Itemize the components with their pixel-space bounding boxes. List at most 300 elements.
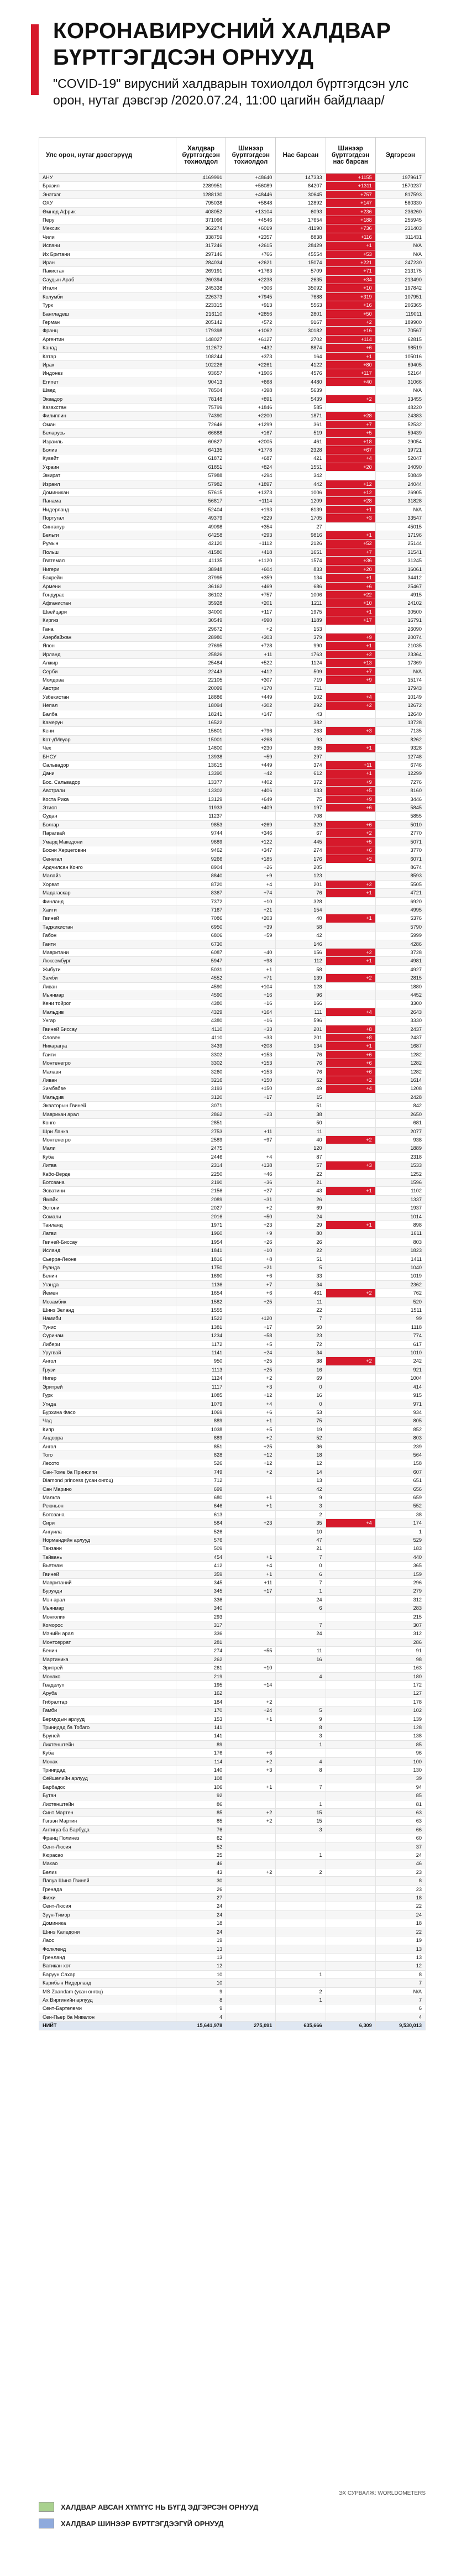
cell-new-deaths: +1 bbox=[326, 914, 375, 923]
cell-country: Судан bbox=[39, 812, 176, 820]
cell-cases: 86 bbox=[176, 1800, 226, 1808]
cell-recovered: 1 bbox=[375, 1527, 425, 1536]
cell-new-cases: +294 bbox=[226, 472, 276, 480]
cell-new-deaths: +2 bbox=[326, 829, 375, 837]
cell-cases: 3120 bbox=[176, 1093, 226, 1101]
cell-deaths: 28429 bbox=[276, 242, 326, 250]
cell-new-deaths bbox=[326, 719, 375, 727]
cell-cases: 3193 bbox=[176, 1085, 226, 1093]
cell-new-cases: +1 bbox=[226, 965, 276, 973]
cell-new-deaths bbox=[326, 1195, 375, 1203]
table-row bbox=[39, 1621, 426, 1630]
cell-new-deaths bbox=[326, 1442, 375, 1451]
cell-cases: 6087 bbox=[176, 948, 226, 956]
cell-new-deaths bbox=[326, 1664, 375, 1672]
table-row bbox=[39, 1604, 426, 1612]
cell-country: Гвиней bbox=[39, 914, 176, 923]
cell-recovered: 311431 bbox=[375, 233, 425, 241]
cell-new-deaths bbox=[326, 1595, 375, 1604]
cell-country: Португал bbox=[39, 514, 176, 522]
cell-country: Гана bbox=[39, 625, 176, 633]
cell-recovered: 15174 bbox=[375, 676, 425, 684]
cell-cases: 162 bbox=[176, 1689, 226, 1698]
cell-country: Барбадос bbox=[39, 1783, 176, 1791]
cell-country: Бурхина Фасо bbox=[39, 1408, 176, 1416]
cell-new-cases: +104 bbox=[226, 982, 276, 991]
cell-country: Ботсвана bbox=[39, 1510, 176, 1519]
cell-recovered: 119011 bbox=[375, 310, 425, 318]
cell-country: Мальдив bbox=[39, 1093, 176, 1101]
green-swatch bbox=[39, 2502, 54, 2512]
cell-cases: 195 bbox=[176, 1680, 226, 1689]
cell-new-cases: +36 bbox=[226, 1178, 276, 1186]
cell-cases: 14800 bbox=[176, 744, 226, 752]
cell-new-deaths bbox=[326, 1647, 375, 1655]
cell-country: Кувейт bbox=[39, 454, 176, 463]
cell-new-deaths: +7 bbox=[326, 548, 375, 556]
cell-new-deaths bbox=[326, 1774, 375, 1783]
cell-deaths: 2 bbox=[276, 1987, 326, 1996]
cell-cases: 412 bbox=[176, 1562, 226, 1570]
cell-country: Мьянмар bbox=[39, 1604, 176, 1612]
cell-country: Гурк bbox=[39, 1391, 176, 1400]
cell-cases: 5031 bbox=[176, 965, 226, 973]
cell-cases: 22443 bbox=[176, 667, 226, 676]
table-row bbox=[39, 1315, 426, 1323]
cell-new-deaths bbox=[326, 1860, 375, 1868]
cell-new-cases: +347 bbox=[226, 846, 276, 855]
cell-new-deaths: +116 bbox=[326, 233, 375, 241]
cell-new-deaths bbox=[326, 1204, 375, 1212]
cell-country: Грузи bbox=[39, 1365, 176, 1374]
cell-cases: 1038 bbox=[176, 1425, 226, 1433]
cell-deaths: 146 bbox=[276, 940, 326, 948]
cell-new-deaths bbox=[326, 752, 375, 761]
cell-recovered: 1687 bbox=[375, 1042, 425, 1050]
cell-new-cases: +522 bbox=[226, 659, 276, 667]
cell-country: Монтенегро bbox=[39, 1135, 176, 1144]
cell-new-cases: +27 bbox=[226, 1187, 276, 1195]
table-row bbox=[39, 1434, 426, 1442]
cell-country: Австрали bbox=[39, 787, 176, 795]
cell-cases: 112672 bbox=[176, 344, 226, 352]
cell-new-deaths bbox=[326, 1502, 375, 1510]
cell-new-deaths: +2 bbox=[326, 855, 375, 863]
table-row bbox=[39, 999, 426, 1008]
cell-cases: 297146 bbox=[176, 250, 226, 258]
cell-cases: 184 bbox=[176, 1698, 226, 1706]
cell-country: Гондурас bbox=[39, 590, 176, 599]
cell-new-deaths: +80 bbox=[326, 360, 375, 369]
cell-recovered: 45015 bbox=[375, 522, 425, 531]
cell-new-deaths: +28 bbox=[326, 497, 375, 505]
cell-deaths: 19 bbox=[276, 1425, 326, 1433]
cell-new-cases: +1763 bbox=[226, 267, 276, 275]
cell-country: Израил bbox=[39, 480, 176, 488]
cell-country: Аруба bbox=[39, 1689, 176, 1698]
cell-new-cases bbox=[226, 1979, 276, 1987]
cell-recovered: 7 bbox=[375, 1979, 425, 1987]
cell-recovered: 6 bbox=[375, 2004, 425, 2013]
cell-cases: 2250 bbox=[176, 1170, 226, 1178]
cell-new-cases bbox=[226, 1792, 276, 1800]
table-row bbox=[39, 1102, 426, 1110]
cell-new-cases: +412 bbox=[226, 667, 276, 676]
cell-new-cases bbox=[226, 1970, 276, 1978]
cell-country: Руанда bbox=[39, 1264, 176, 1272]
cell-new-deaths bbox=[326, 1766, 375, 1774]
cell-new-deaths: +8 bbox=[326, 1034, 375, 1042]
cell-deaths: 2 bbox=[276, 1868, 326, 1876]
cell-new-deaths: +16 bbox=[326, 327, 375, 335]
cell-cases: 57988 bbox=[176, 472, 226, 480]
table-row bbox=[39, 1408, 426, 1416]
cell-new-cases: +59 bbox=[226, 752, 276, 761]
cell-country: Ботсвана bbox=[39, 1178, 176, 1186]
cell-deaths: 990 bbox=[276, 642, 326, 650]
cell-new-cases bbox=[226, 1672, 276, 1680]
cell-cases: 262 bbox=[176, 1655, 226, 1663]
cell-recovered: 6746 bbox=[375, 761, 425, 769]
legend-label-no-new: ХАЛДВАР ШИНЭЭР БҮРТГЭГДЭЭГҮЙ ОРНУУД bbox=[61, 2519, 224, 2528]
table-row bbox=[39, 2013, 426, 2021]
cell-new-cases: +170 bbox=[226, 684, 276, 693]
cell-recovered: 681 bbox=[375, 1119, 425, 1127]
cell-deaths: 128 bbox=[276, 982, 326, 991]
cell-recovered: 31541 bbox=[375, 548, 425, 556]
cell-recovered: 365 bbox=[375, 1562, 425, 1570]
cell-new-deaths: +9 bbox=[326, 633, 375, 641]
cell-country: Нормандийн арлууд bbox=[39, 1536, 176, 1544]
legend bbox=[39, 2499, 426, 2532]
cell-recovered: 127 bbox=[375, 1689, 425, 1698]
cell-deaths: 1211 bbox=[276, 599, 326, 608]
cell-deaths: 361 bbox=[276, 420, 326, 428]
cell-new-cases: +48446 bbox=[226, 190, 276, 198]
cell-deaths: 519 bbox=[276, 429, 326, 437]
cell-cases: 338759 bbox=[176, 233, 226, 241]
cell-deaths: 120 bbox=[276, 1144, 326, 1153]
table-row bbox=[39, 1221, 426, 1229]
cell-recovered: 1611 bbox=[375, 1229, 425, 1238]
cell-new-deaths bbox=[326, 1612, 375, 1621]
cell-cases: 1582 bbox=[176, 1297, 226, 1306]
cell-new-deaths bbox=[326, 1953, 375, 1961]
cell-cases: 3302 bbox=[176, 1050, 226, 1059]
cell-recovered: 283 bbox=[375, 1604, 425, 1612]
cell-deaths bbox=[276, 2004, 326, 2013]
table-row bbox=[39, 1034, 426, 1042]
cell-cases: 8840 bbox=[176, 872, 226, 880]
cell-country: Монтенегро bbox=[39, 1059, 176, 1067]
cell-country: БНСУ bbox=[39, 752, 176, 761]
table-row bbox=[39, 1280, 426, 1289]
cell-new-cases: +153 bbox=[226, 1067, 276, 1076]
cell-deaths: 205 bbox=[276, 863, 326, 871]
cell-deaths: 24 bbox=[276, 1595, 326, 1604]
cell-recovered: 85 bbox=[375, 1792, 425, 1800]
cell-recovered: N/A bbox=[375, 505, 425, 514]
cell-new-cases bbox=[226, 1119, 276, 1127]
cell-country: Антигуа ба Барбуда bbox=[39, 1825, 176, 1834]
cell-new-deaths bbox=[326, 1170, 375, 1178]
cell-new-cases bbox=[226, 1919, 276, 1928]
cell-cases: 1172 bbox=[176, 1340, 226, 1348]
cell-country: Өмнөд Африк bbox=[39, 207, 176, 216]
cell-new-deaths bbox=[326, 1672, 375, 1680]
cell-new-cases: +6 bbox=[226, 1749, 276, 1757]
cell-new-cases bbox=[226, 1621, 276, 1630]
cell-recovered: 6920 bbox=[375, 897, 425, 905]
cell-deaths: 2702 bbox=[276, 335, 326, 343]
table-row bbox=[39, 974, 426, 982]
cell-cases: 35928 bbox=[176, 599, 226, 608]
cell-new-cases: +7945 bbox=[226, 292, 276, 301]
cell-recovered: 1282 bbox=[375, 1067, 425, 1076]
cell-new-cases: +268 bbox=[226, 735, 276, 744]
cell-new-cases: +293 bbox=[226, 531, 276, 540]
cell-country: Мальта bbox=[39, 1493, 176, 1501]
cell-cases: 25484 bbox=[176, 659, 226, 667]
cell-new-deaths bbox=[326, 1527, 375, 1536]
cell-new-cases: +2 bbox=[226, 1434, 276, 1442]
cell-deaths: 8 bbox=[276, 1723, 326, 1731]
table-row bbox=[39, 335, 426, 343]
cell-new-deaths: +6 bbox=[326, 846, 375, 855]
cell-new-cases: +2238 bbox=[226, 275, 276, 284]
cell-cases: 24 bbox=[176, 1902, 226, 1910]
cell-new-cases: +39 bbox=[226, 923, 276, 931]
cell-new-cases bbox=[226, 2004, 276, 2013]
cell-new-cases: +2856 bbox=[226, 310, 276, 318]
cell-recovered: 2437 bbox=[375, 1025, 425, 1033]
cell-deaths: 96 bbox=[276, 991, 326, 999]
cell-new-deaths bbox=[326, 1493, 375, 1501]
table-row bbox=[39, 1783, 426, 1791]
cell-new-cases: +10 bbox=[226, 1247, 276, 1255]
cell-recovered: 26090 bbox=[375, 625, 425, 633]
cell-new-cases bbox=[226, 1477, 276, 1485]
cell-deaths: 30182 bbox=[276, 327, 326, 335]
cell-new-deaths: +53 bbox=[326, 250, 375, 258]
cell-deaths: 22 bbox=[276, 1247, 326, 1255]
cell-new-cases: +71 bbox=[226, 974, 276, 982]
cell-cases: 106 bbox=[176, 1783, 226, 1791]
cell-country: Гамби bbox=[39, 1706, 176, 1715]
cell-cases: 336 bbox=[176, 1630, 226, 1638]
cell-new-cases: +402 bbox=[226, 778, 276, 786]
cell-new-deaths bbox=[326, 1945, 375, 1953]
cell-new-deaths bbox=[326, 1119, 375, 1127]
cell-recovered: N/A bbox=[375, 250, 425, 258]
cell-new-deaths: +4 bbox=[326, 1085, 375, 1093]
cell-deaths bbox=[276, 1638, 326, 1646]
cell-country: Узбекистан bbox=[39, 693, 176, 701]
cell-new-cases: +398 bbox=[226, 386, 276, 395]
table-row bbox=[39, 420, 426, 428]
table-row bbox=[39, 574, 426, 582]
cell-deaths: 76 bbox=[276, 1059, 326, 1067]
cell-new-cases bbox=[226, 1306, 276, 1315]
cell-country: Беларусь bbox=[39, 429, 176, 437]
cell-new-deaths bbox=[326, 1936, 375, 1945]
cell-cases: 284034 bbox=[176, 259, 226, 267]
table-row bbox=[39, 1595, 426, 1604]
cell-country: Кипр bbox=[39, 1425, 176, 1433]
cell-new-deaths: +3 bbox=[326, 514, 375, 522]
cell-recovered: 24383 bbox=[375, 412, 425, 420]
cell-country: Казахстан bbox=[39, 403, 176, 411]
table-row bbox=[39, 642, 426, 650]
cell-new-cases: +26 bbox=[226, 1238, 276, 1246]
cell-new-cases bbox=[226, 1860, 276, 1868]
table-row bbox=[39, 1757, 426, 1766]
cell-cases: 454 bbox=[176, 1553, 226, 1561]
cell-new-deaths bbox=[326, 1323, 375, 1331]
cell-cases: 2016 bbox=[176, 1212, 226, 1221]
cell-new-cases: +303 bbox=[226, 633, 276, 641]
cell-country: Кот-д'Ивуар bbox=[39, 735, 176, 744]
table-row bbox=[39, 1792, 426, 1800]
table-row bbox=[39, 548, 426, 556]
cell-country: Бангладеш bbox=[39, 310, 176, 318]
cell-new-cases: +1 bbox=[226, 1553, 276, 1561]
cell-deaths: 52 bbox=[276, 1434, 326, 1442]
cell-country: Кюрасао bbox=[39, 1851, 176, 1860]
cell-deaths: 3 bbox=[276, 1825, 326, 1834]
cell-recovered: 971 bbox=[375, 1400, 425, 1408]
cell-new-deaths: +20 bbox=[326, 463, 375, 471]
cell-deaths: 5 bbox=[276, 1706, 326, 1715]
cell-country: Мартиника bbox=[39, 1655, 176, 1663]
table-row bbox=[39, 710, 426, 718]
blue-swatch bbox=[39, 2519, 54, 2528]
cell-recovered: 139 bbox=[375, 1715, 425, 1723]
cell-new-deaths: +17 bbox=[326, 616, 375, 625]
header-recovered: Эдгэрсэн bbox=[375, 138, 425, 174]
cell-recovered: 242 bbox=[375, 1357, 425, 1365]
table-row bbox=[39, 386, 426, 395]
table-row bbox=[39, 812, 426, 820]
cell-country: Бенин bbox=[39, 1272, 176, 1280]
cell-new-cases: +59 bbox=[226, 931, 276, 940]
cell-deaths: 4 bbox=[276, 1757, 326, 1766]
cell-deaths: 1006 bbox=[276, 590, 326, 599]
cell-cases: 509 bbox=[176, 1544, 226, 1553]
cell-cases: 2314 bbox=[176, 1161, 226, 1170]
cell-deaths: 1209 bbox=[276, 497, 326, 505]
cell-cases: 340 bbox=[176, 1604, 226, 1612]
cell-new-deaths: +4 bbox=[326, 454, 375, 463]
cell-recovered: 33455 bbox=[375, 395, 425, 403]
cell-new-deaths: +2 bbox=[326, 395, 375, 403]
cell-new-deaths bbox=[326, 1749, 375, 1757]
cell-country: Мьянмар bbox=[39, 991, 176, 999]
cell-new-deaths: +4 bbox=[326, 1008, 375, 1016]
cell-recovered: 31245 bbox=[375, 557, 425, 565]
cell-deaths bbox=[276, 1664, 326, 1672]
cell-recovered: 66 bbox=[375, 1825, 425, 1834]
cell-deaths bbox=[276, 1698, 326, 1706]
cell-new-deaths bbox=[326, 1510, 375, 1519]
cell-country: Гвиней Биссау bbox=[39, 1025, 176, 1033]
cell-country: Япон bbox=[39, 642, 176, 650]
cell-country: Кени тойрог bbox=[39, 999, 176, 1008]
cell-new-cases bbox=[226, 1510, 276, 1519]
cell-new-cases: +42 bbox=[226, 769, 276, 778]
cell-deaths: 22 bbox=[276, 1306, 326, 1315]
cell-new-deaths bbox=[326, 1272, 375, 1280]
cell-recovered: 85 bbox=[375, 1740, 425, 1748]
cell-country: Сейшелийн арлууд bbox=[39, 1774, 176, 1783]
cell-new-cases: +990 bbox=[226, 616, 276, 625]
table-row bbox=[39, 1008, 426, 1016]
cell-new-cases: +757 bbox=[226, 590, 276, 599]
cell-deaths: 263 bbox=[276, 727, 326, 735]
table-row bbox=[39, 1017, 426, 1025]
cell-new-cases: +25 bbox=[226, 1357, 276, 1365]
cell-recovered: 91 bbox=[375, 1647, 425, 1655]
cell-cases: 13615 bbox=[176, 761, 226, 769]
cell-cases: 712 bbox=[176, 1477, 226, 1485]
cell-country: Монголия bbox=[39, 1612, 176, 1621]
cell-deaths: 1871 bbox=[276, 412, 326, 420]
cell-cases: 226373 bbox=[176, 292, 226, 301]
cell-cases: 613 bbox=[176, 1510, 226, 1519]
cell-new-cases: +1112 bbox=[226, 540, 276, 548]
cell-recovered: 5071 bbox=[375, 837, 425, 846]
table-row bbox=[39, 1451, 426, 1459]
header-new-deaths: Шинээр бүртгэгдсэн нас барсан bbox=[326, 138, 375, 174]
cell-recovered: 1979617 bbox=[375, 174, 425, 182]
cell-deaths: 33 bbox=[276, 1272, 326, 1280]
cell-deaths: 442 bbox=[276, 480, 326, 488]
cell-new-deaths bbox=[326, 1562, 375, 1570]
cell-new-deaths: +52 bbox=[326, 540, 375, 548]
cell-new-deaths: +4 bbox=[326, 693, 375, 701]
cell-new-deaths: +1 bbox=[326, 769, 375, 778]
cell-recovered: 4915 bbox=[375, 590, 425, 599]
table-row bbox=[39, 1238, 426, 1246]
cell-new-cases: +17 bbox=[226, 1323, 276, 1331]
cell-new-deaths bbox=[326, 1178, 375, 1186]
table-row bbox=[39, 1749, 426, 1757]
cell-deaths: 139 bbox=[276, 974, 326, 982]
cell-new-cases: +5848 bbox=[226, 199, 276, 207]
cell-new-deaths: +1 bbox=[326, 352, 375, 360]
cell-recovered: 98519 bbox=[375, 344, 425, 352]
cell-recovered: 656 bbox=[375, 1485, 425, 1493]
cell-recovered: 31066 bbox=[375, 378, 425, 386]
header bbox=[0, 0, 456, 127]
cell-cases: 2753 bbox=[176, 1127, 226, 1135]
cell-new-cases: +40 bbox=[226, 948, 276, 956]
cell-country: Маврикан арал bbox=[39, 1110, 176, 1118]
cell-recovered: 552 bbox=[375, 1502, 425, 1510]
cell-country: Никарагуа bbox=[39, 1042, 176, 1050]
cell-deaths: 7 bbox=[276, 1621, 326, 1630]
cell-new-cases bbox=[226, 1902, 276, 1910]
cell-country: Сан Марино bbox=[39, 1485, 176, 1493]
cell-cases: 10 bbox=[176, 1979, 226, 1987]
cell-country: Оман bbox=[39, 420, 176, 428]
cell-cases: 1113 bbox=[176, 1365, 226, 1374]
cell-country: Австри bbox=[39, 684, 176, 693]
cell-cases: 12 bbox=[176, 1962, 226, 1970]
table-row bbox=[39, 1297, 426, 1306]
cell-new-deaths bbox=[326, 684, 375, 693]
cell-recovered: 2815 bbox=[375, 974, 425, 982]
